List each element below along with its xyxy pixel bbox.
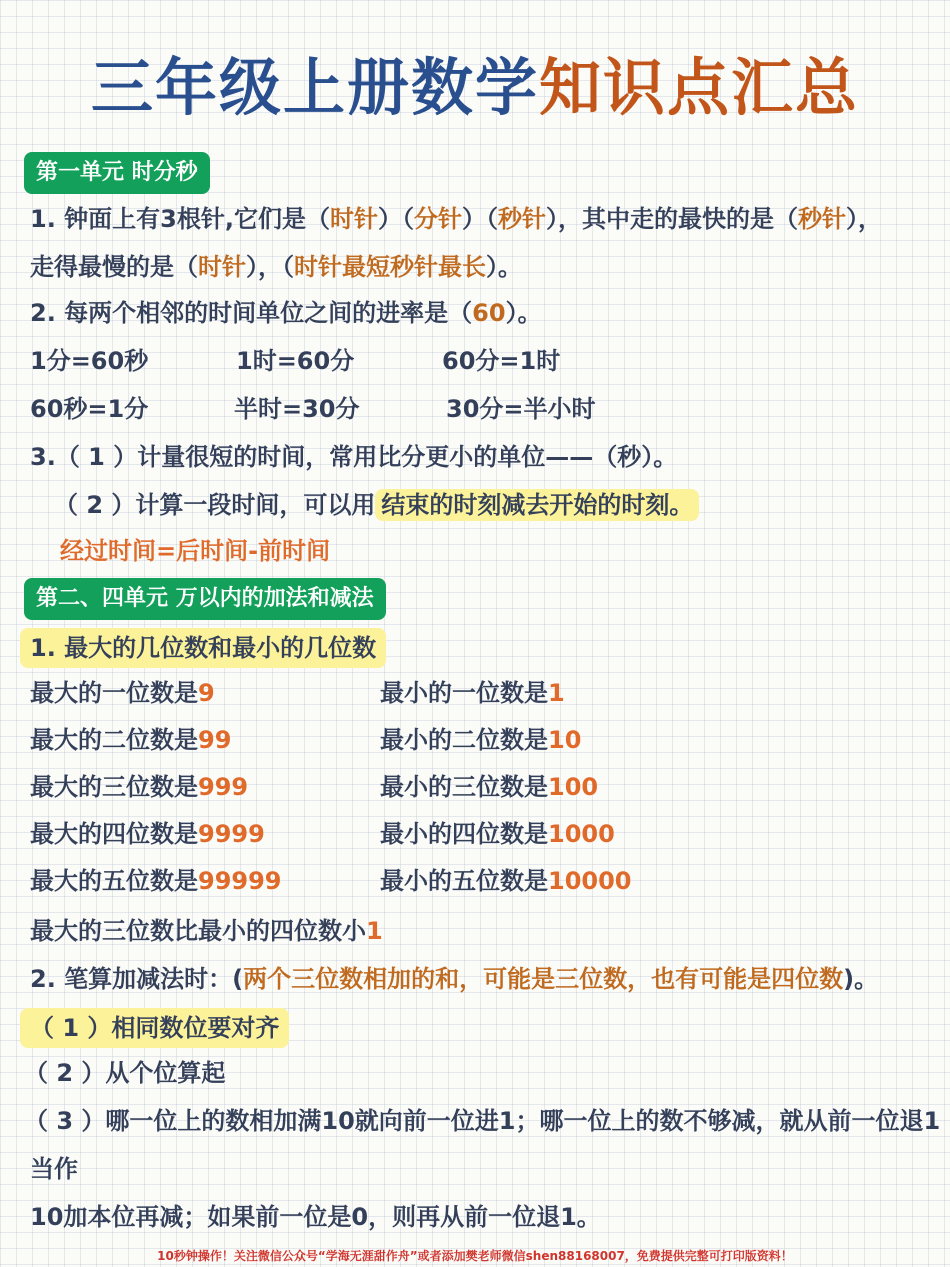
min-digit-row: 最小的五位数是10000: [380, 867, 632, 895]
conversion-4: 60秒=1分: [30, 395, 149, 423]
min-digit-row: 最小的四位数是1000: [380, 820, 615, 848]
unit2-tag: 第二、四单元 万以内的加法和减法: [24, 578, 386, 620]
rule-3-cont: 当作: [30, 1155, 78, 1183]
conversion-6: 30分=半小时: [446, 395, 596, 423]
conversion-1: 1分=60秒: [30, 347, 149, 375]
unit1-line-3: 2. 每两个相邻的时间单位之间的进率是（60）。: [30, 299, 542, 327]
elapsed-time-formula: 经过时间=后时间-前时间: [60, 537, 331, 565]
title-part-1: 三年级上册数学: [90, 51, 539, 124]
highlight-end-minus-start: 结束的时刻减去开始的时刻。: [375, 489, 699, 521]
conversion-3: 60分=1时: [442, 347, 561, 375]
rule-2: （ 2 ）从个位算起: [24, 1059, 226, 1087]
max-digit-row: 最大的四位数是9999: [30, 820, 265, 848]
footer-note: 10秒钟操作！关注微信公众号“学海无涯甜作舟”或者添加樊老师微信shen88168007，免费提供完整可打印版资料！: [157, 1249, 793, 1263]
unit1-line-2: 走得最慢的是（时针），（时针最短秒针最长）。: [30, 253, 522, 281]
max-digit-row: 最大的一位数是9: [30, 679, 215, 707]
min-digit-row: 最小的三位数是100: [380, 773, 599, 801]
page-title: [0, 48, 950, 128]
rule-3-cont-2: 10加本位再减；如果前一位是0，则再从前一位退1。: [30, 1203, 601, 1231]
unit1-line-5: （ 2 ）计算一段时间，可以用 结束的时刻减去开始的时刻。: [54, 488, 699, 522]
unit1-line-4: 3.（ 1 ）计量很短的时间，常用比分更小的单位——（秒）。: [30, 443, 678, 471]
unit2-line-2: 2. 笔算加减法时：(两个三位数相加的和，可能是三位数，也有可能是四位数)。: [30, 965, 879, 993]
conversion-2: 1时=60分: [236, 347, 355, 375]
min-digit-row: 最小的一位数是1: [380, 679, 565, 707]
conversion-5: 半时=30分: [234, 395, 360, 423]
compare-line: 最大的三位数比最小的四位数小1: [30, 917, 383, 945]
max-digit-row: 最大的五位数是99999: [30, 867, 282, 895]
max-digit-row: 最大的二位数是99: [30, 726, 232, 754]
max-digit-row: 最大的三位数是999: [30, 773, 249, 801]
unit2-subheading-1: 1. 最大的几位数和最小的几位数: [20, 628, 386, 668]
min-digit-row: 最小的二位数是10: [380, 726, 582, 754]
unit1-tag: 第一单元 时分秒: [24, 152, 210, 194]
rule-1: （ 1 ）相同数位要对齐: [20, 1008, 289, 1048]
rule-3: （ 3 ）哪一位上的数相加满10就向前一位进1；哪一位上的数不够减，就从前一位退1: [24, 1107, 941, 1135]
unit1-line-1: 1. 钟面上有3根针,它们是（时针）（分针）（秒针），其中走的最快的是（秒针），: [30, 205, 882, 233]
title-part-2: 知识点汇总: [539, 51, 860, 124]
